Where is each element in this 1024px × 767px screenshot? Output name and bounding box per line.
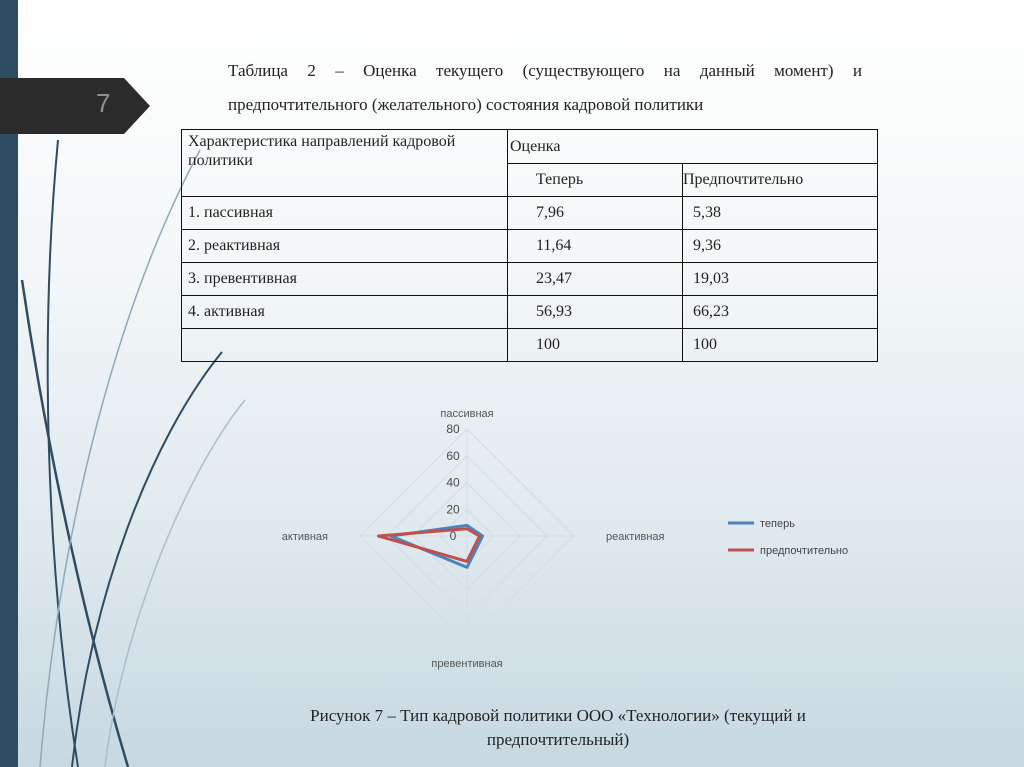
row-now: 100 [508,329,683,362]
row-preferred: 100 [683,329,878,362]
tick-label: 0 [449,529,457,543]
row-preferred: 66,23 [683,296,878,329]
category-label: активная [281,531,328,543]
tick-label: 20 [446,502,460,517]
row-name: 4. активная [182,296,508,329]
header-now: Теперь [508,164,683,197]
header-characteristic: Характеристика направлений кадровой политики [182,130,508,197]
row-name [182,329,508,362]
row-name: 3. превентивная [182,263,508,296]
header-score: Оценка [508,130,878,164]
row-name: 1. пассивная [182,197,508,230]
table-row [182,197,878,230]
tick-label: 40 [446,475,460,490]
series-line [378,529,479,562]
row-now: 11,64 [508,230,683,263]
slide-number-tab [0,78,150,134]
tick-label: 80 [446,422,460,436]
legend-label: теперь [760,518,795,530]
row-preferred: 9,36 [683,230,878,263]
table-row-total [182,329,878,362]
table-row [182,230,878,263]
table-title: Таблица 2 – Оценка текущего (существующего на данный момент) и предпочтительного (желательного) состояния кадровой политики [228,61,862,114]
row-now: 23,47 [508,263,683,296]
table-row [182,296,878,329]
row-name: 2. реактивная [182,230,508,263]
radar-chart [281,395,890,675]
row-preferred: 19,03 [683,263,878,296]
row-preferred: 5,38 [683,197,878,230]
category-label: пассивная [440,408,494,420]
table-row [182,263,878,296]
policy-table [181,129,878,362]
row-now: 56,93 [508,296,683,329]
legend-label: предпочтительно [760,545,849,557]
slide-number: 7 [96,88,111,118]
figure-caption: Рисунок 7 – Тип кадровой политики ООО «Технологии» (текущий и предпочтительный) [310,706,806,749]
tick-label: 60 [446,448,460,463]
table-header-row [182,130,878,164]
category-label: превентивная [431,658,503,670]
row-now: 7,96 [508,197,683,230]
header-preferred: Предпочтительно [683,164,878,197]
category-label: реактивная [606,531,665,543]
